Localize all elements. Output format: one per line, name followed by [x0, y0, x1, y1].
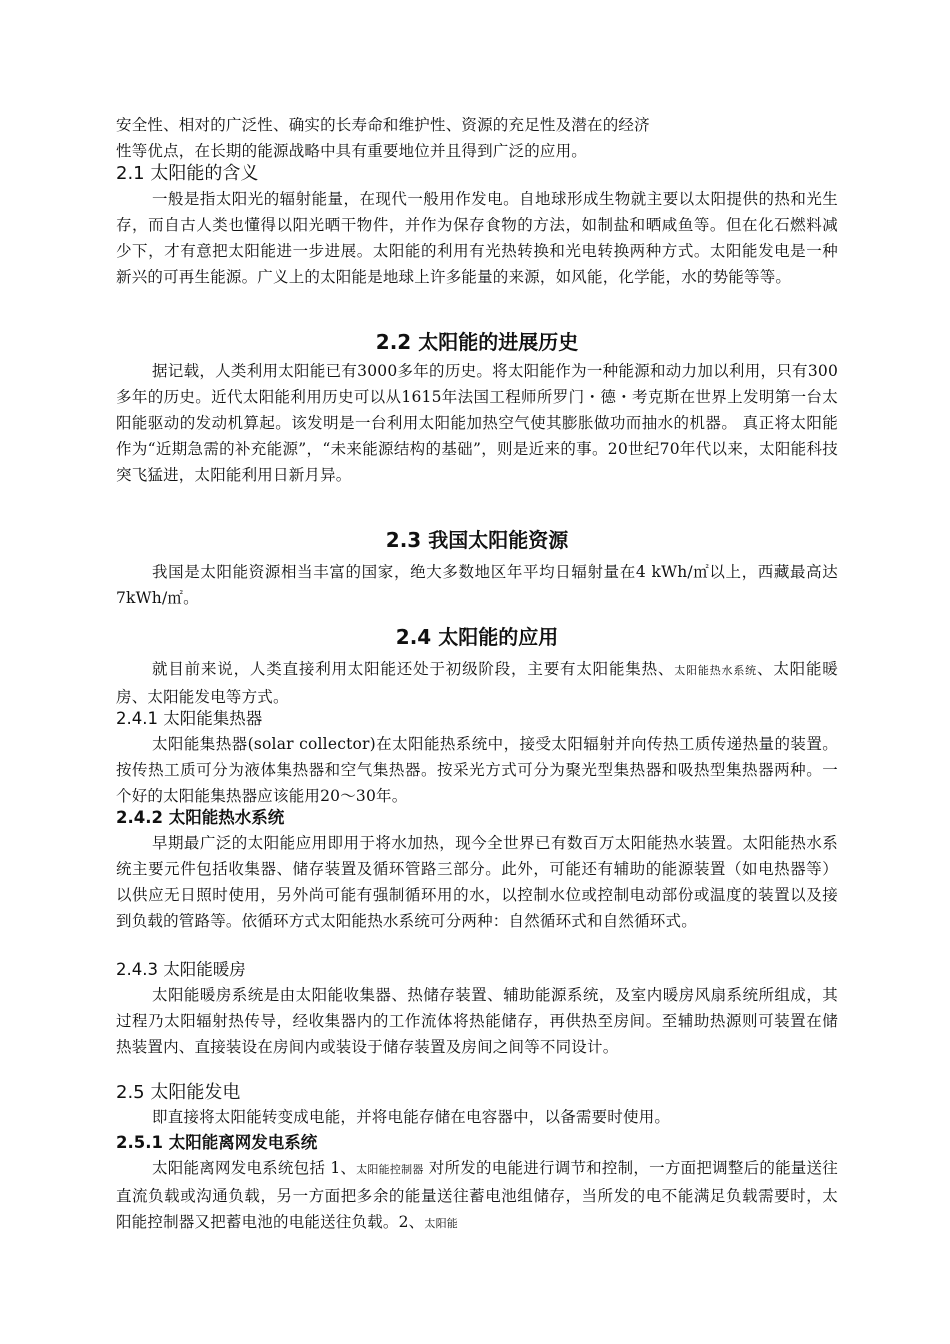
intro-line-1: 安全性、相对的广泛性、确实的长寿命和维护性、资源的充足性及潜在的经济 [116, 116, 650, 134]
heading-2-5: 2.5 太阳能发电 [116, 1082, 241, 1103]
paragraph-2-1: 一般是指太阳光的辐射能量，在现代一般用作发电。自地球形成生物就主要以太阳提供的热和光生存，而自古人类也懂得以阳光晒干物件，并作为保存食物的方法，如制盐和晒咸鱼等。但在化石燃料减少下，才有意把太阳能进一步进展。太阳能的利用有光热转换和光电转换两种方式。太阳能发电是一种新兴的可再生能源。广义上的太阳能是地球上许多能量的来源，如风能，化学能，水的势能等等。 [116, 190, 838, 286]
paragraph-2-4-3: 太阳能暖房系统是由太阳能收集器、热储存装置、辅助能源系统，及室内暖房风扇系统所组成，其过程乃太阳辐射热传导，经收集器内的工作流体将热能储存，再供热至房间。至辅助热源则可装置在储热装置内、直接装设在房间内或装设于储存装置及房间之间等不同设计。 [116, 986, 838, 1056]
paragraph-2-4-text-a: 就目前来说，人类直接利用太阳能还处于初级阶段，主要有太阳能集热、 [152, 660, 675, 678]
paragraph-2-4-text-b: 、太阳能暖房、太阳能发电等方式。 [116, 660, 838, 706]
intro-line-2: 性等优点，在长期的能源战略中具有重要地位并且得到广泛的应用。 [116, 142, 588, 160]
paragraph-2-3: 我国是太阳能资源相当丰富的国家，绝大多数地区年平均日辐射量在4 kWh/㎡以上，西藏最高达7kWh/㎡。 [116, 563, 838, 607]
heading-2-2: 2.2 太阳能的进展历史 [375, 330, 579, 354]
paragraph-2-5: 即直接将太阳能转变成电能，并将电能存储在电容器中，以备需要时使用。 [152, 1108, 671, 1126]
heading-2-3: 2.3 我国太阳能资源 [385, 528, 569, 552]
heading-2-4: 2.4 太阳能的应用 [395, 625, 559, 649]
paragraph-2-5-1-text-a: 太阳能离网发电系统包括 1、 [152, 1159, 357, 1177]
paragraph-2-2: 据记载，人类利用太阳能已有3000多年的历史。将太阳能作为一种能源和动力加以利用，只有300多年的历史。近代太阳能利用历史可以从1615年法国工程师所罗门・德・考克斯在世界上发明第一台太阳能驱动的发动机算起。该发明是一台利用太阳能加热空气使其膨胀做功而抽水的机器。 真正将太阳能作为“近期急需的补充能源”，“未来能源结构的基础”，则是近来的事。20世纪70年代以来，太阳能科技突飞猛进，太阳能利用日新月异。 [116, 362, 838, 484]
heading-2-4-1: 2.4.1 太阳能集热器 [116, 709, 263, 728]
paragraph-2-5-1-text-b: 对所发的电能进行调节和控制，一方面把调整后的能量送往直流负载或沟通负载，另一方面把多余的能量送往蓄电池组储存，当所发的电不能满足负载需要时，太阳能控制器又把蓄电池的电能送往负载。2、 [116, 1159, 838, 1231]
heading-2-1: 2.1 太阳能的含义 [116, 163, 259, 184]
paragraph-2-5-1 [116, 1155, 838, 1237]
paragraph-2-4-small-text: 太阳能热水系统 [674, 664, 758, 677]
paragraph-2-4 [116, 656, 838, 710]
paragraph-2-5-1-small-text-2: 太阳能 [424, 1217, 458, 1230]
heading-2-5-1: 2.5.1 太阳能离网发电系统 [116, 1133, 318, 1152]
heading-2-4-2: 2.4.2 太阳能热水系统 [116, 808, 285, 827]
paragraph-2-4-1: 太阳能集热器(solar collector)在太阳能热系统中，接受太阳辐射并向传热工质传递热量的装置。按传热工质可分为液体集热器和空气集热器。按采光方式可分为聚光型集热器和吸热型集热器两种。一个好的太阳能集热器应该能用20～30年。 [116, 735, 838, 805]
paragraph-2-5-1-small-text-1: 太阳能控制器 [356, 1163, 424, 1176]
intro-paragraph [116, 112, 838, 164]
heading-2-4-3: 2.4.3 太阳能暖房 [116, 960, 246, 979]
paragraph-2-4-2: 早期最广泛的太阳能应用即用于将水加热，现今全世界已有数百万太阳能热水装置。太阳能热水系统主要元件包括收集器、储存装置及循环管路三部分。此外，可能还有辅助的能源装置（如电热器等）以供应无日照时使用，另外尚可能有强制循环用的水，以控制水位或控制电动部份或温度的装置以及接到负载的管路等。依循环方式太阳能热水系统可分两种：自然循环式和自然循环式。 [116, 834, 838, 930]
